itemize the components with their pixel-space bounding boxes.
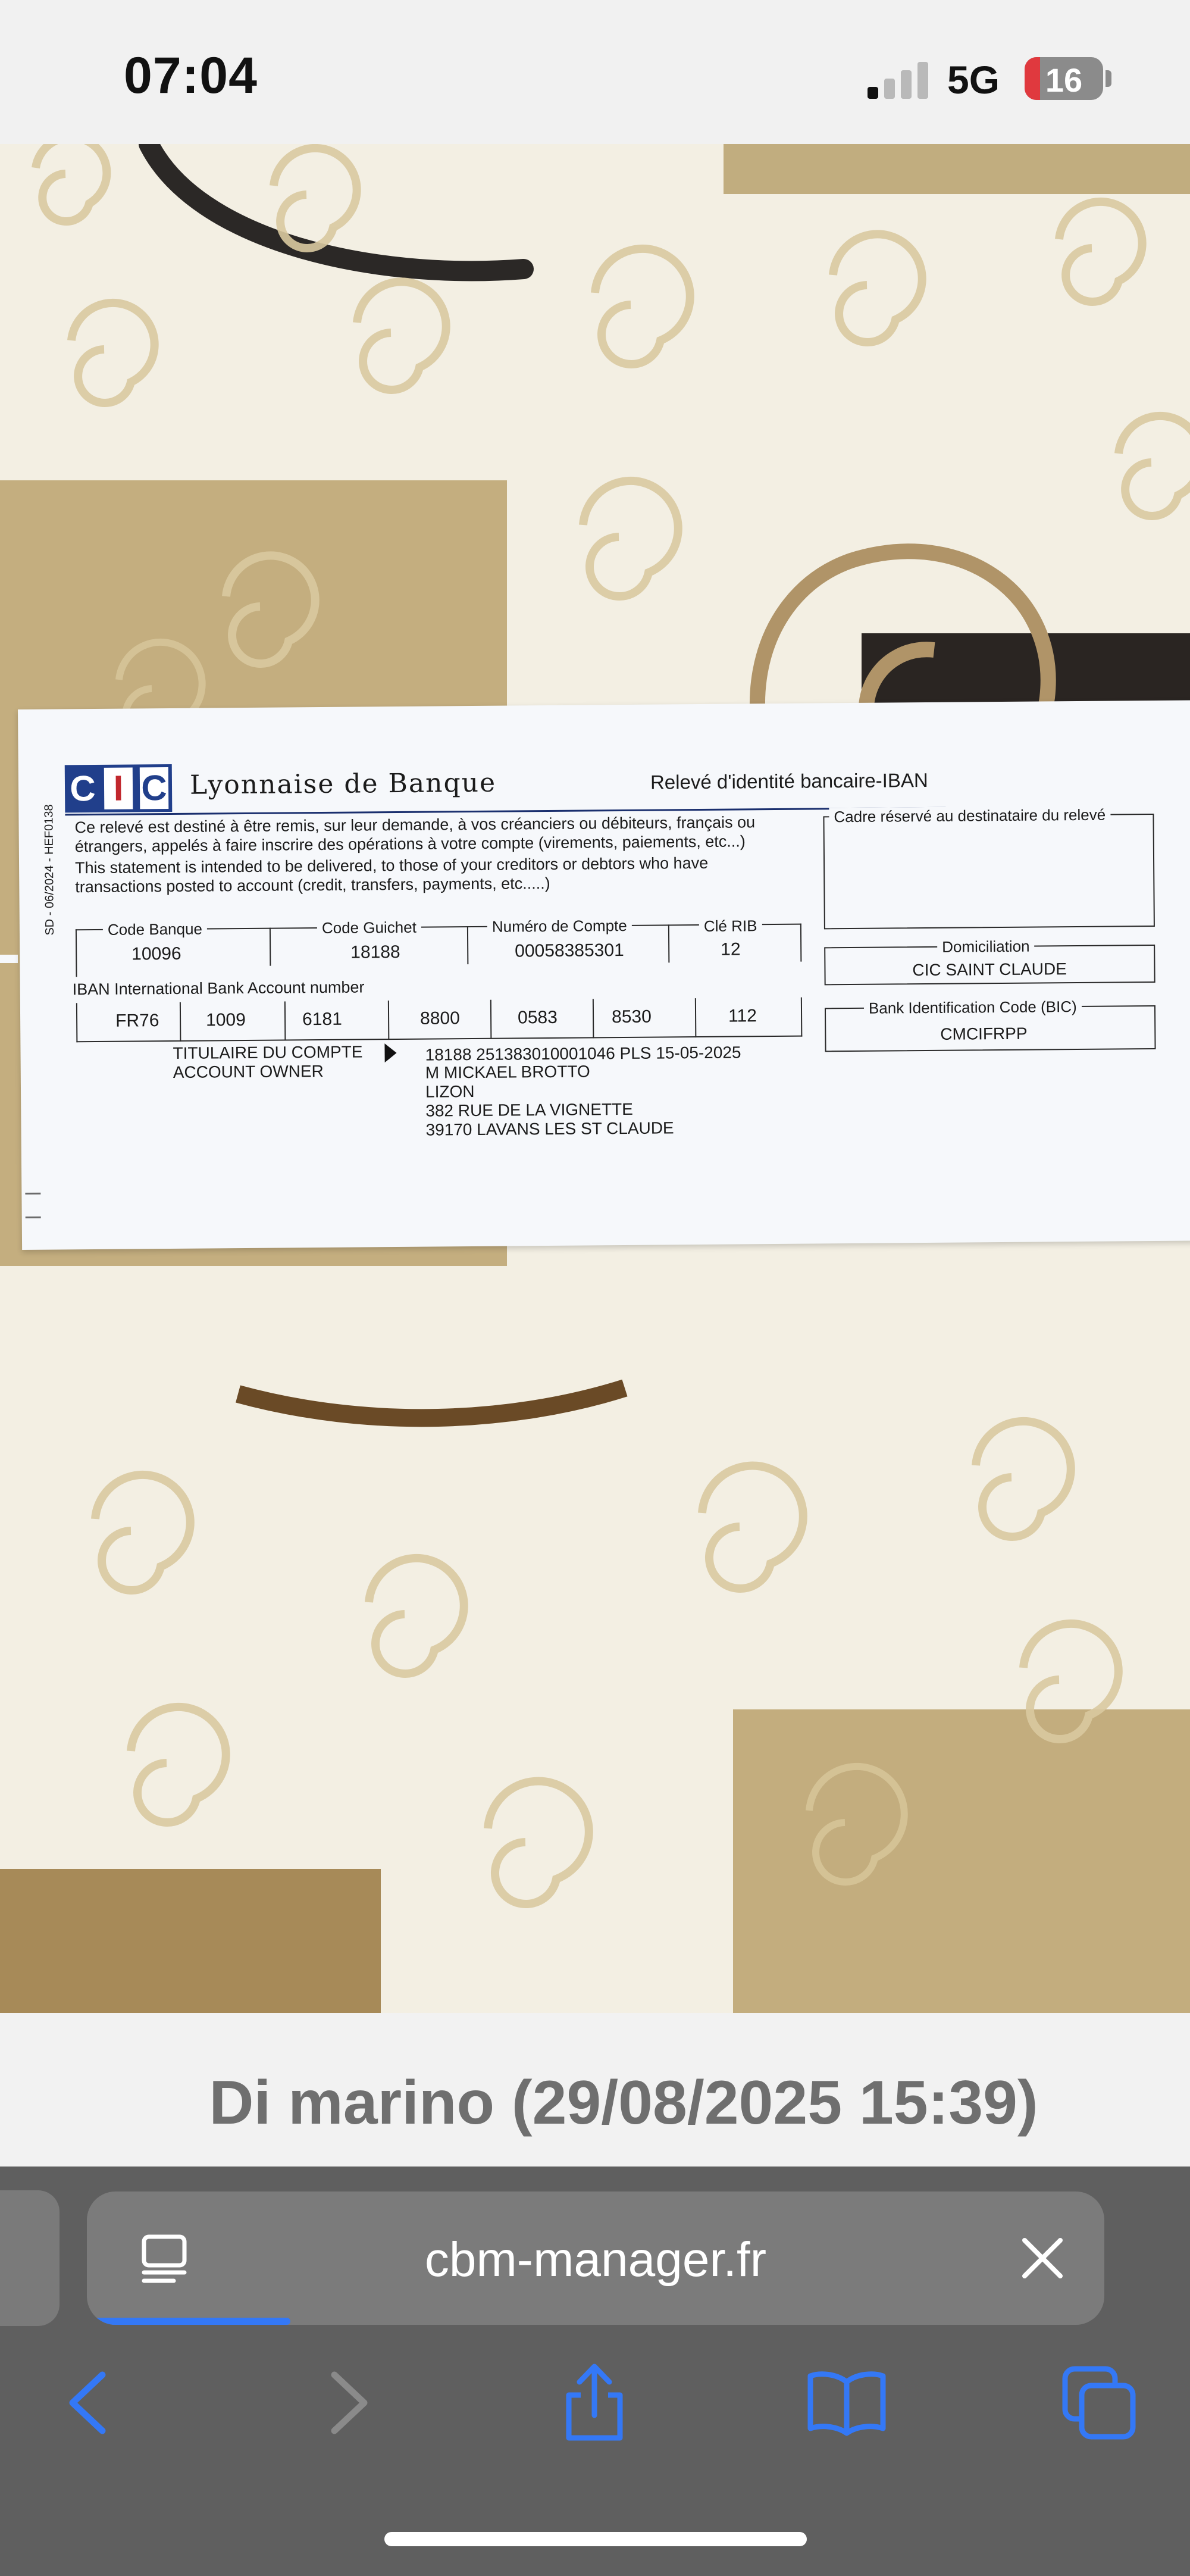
forward-icon xyxy=(300,2358,389,2447)
iban-group-1: FR76 xyxy=(115,1011,159,1031)
numero-compte-label: Numéro de Compte xyxy=(487,917,632,936)
owner-line-3: LIZON xyxy=(425,1081,475,1101)
iban-group-6: 8530 xyxy=(611,1006,652,1027)
side-reference: SD - 06/2024 - HEF0138 xyxy=(42,804,57,936)
code-banque-label: Code Banque xyxy=(103,920,207,939)
intro-fr-line-1: Ce relevé est destiné à être remis, sur leur demande, à vos créanciers ou débiteurs, français ou xyxy=(74,813,756,837)
cic-logo: C I C xyxy=(65,764,173,812)
document-title: Relevé d'identité bancaire-IBAN xyxy=(650,768,928,793)
owner-line-5: 39170 LAVANS LES ST CLAUDE xyxy=(425,1118,674,1139)
iban-group-4: 8800 xyxy=(419,1008,460,1028)
paper-fragment xyxy=(0,955,18,963)
url-text[interactable]: cbm-manager.fr xyxy=(424,2233,767,2287)
code-guichet-value: 18188 xyxy=(350,942,400,962)
browser-toolbar xyxy=(0,2167,1190,2576)
header-rule xyxy=(65,807,945,816)
domiciliation-value: CIC SAINT CLAUDE xyxy=(912,959,1067,980)
owner-label-fr: TITULAIRE DU COMPTE xyxy=(173,1042,363,1062)
cle-rib-label: Clé RIB xyxy=(699,917,762,936)
intro-en-line-2: transactions posted to account (credit, transfers, payments, etc.....) xyxy=(75,874,550,896)
home-indicator[interactable] xyxy=(384,2532,807,2546)
reserved-box xyxy=(823,814,1154,929)
tabs-icon xyxy=(1054,2358,1144,2447)
bookmarks-icon xyxy=(802,2358,891,2447)
cellular-signal-icon xyxy=(868,61,931,99)
iban-label: IBAN International Bank Account number xyxy=(72,978,365,999)
reserved-label: Cadre réservé au destinataire du relevé xyxy=(829,806,1110,827)
image-caption: Di marino (29/08/2025 15:39) xyxy=(209,2068,1038,2137)
owner-arrow-icon xyxy=(384,1043,396,1062)
bookmarks-button[interactable] xyxy=(802,2358,891,2447)
share-button[interactable] xyxy=(550,2358,639,2447)
owner-line-1: 18188 251383010001046 PLS 15-05-2025 xyxy=(425,1043,741,1064)
caption-bar xyxy=(0,2013,1190,2167)
intro-en-line-1: This statement is intended to be delivered, to those of your creditors or debtors who have xyxy=(74,854,709,877)
rib-document xyxy=(18,700,1190,1250)
forward-button[interactable] xyxy=(300,2358,389,2447)
owner-label-en: ACCOUNT OWNER xyxy=(173,1061,324,1081)
cle-rib-value: 12 xyxy=(721,939,741,959)
battery-level: 16 xyxy=(1045,61,1083,99)
share-icon xyxy=(550,2358,639,2447)
status-time: 07:04 xyxy=(124,47,258,104)
tabs-button[interactable] xyxy=(1054,2358,1144,2447)
bic-label: Bank Identification Code (BIC) xyxy=(864,998,1082,1018)
page-load-progress xyxy=(87,2318,290,2325)
owner-line-4: 382 RUE DE LA VIGNETTE xyxy=(425,1099,634,1120)
battery-nub xyxy=(1106,70,1111,87)
previous-tab-preview[interactable] xyxy=(0,2190,60,2326)
close-icon[interactable] xyxy=(1015,2231,1070,2286)
bank-name: Lyonnaise de Banque xyxy=(189,767,497,801)
iban-group-3: 6181 xyxy=(302,1009,342,1030)
iban-group-5: 0583 xyxy=(517,1007,558,1028)
network-type: 5G xyxy=(947,58,1000,102)
address-bar[interactable] xyxy=(87,2192,1104,2325)
numero-compte-value: 00058385301 xyxy=(515,940,624,961)
owner-line-2: M MICKAEL BROTTO xyxy=(425,1062,590,1082)
domiciliation-label: Domiciliation xyxy=(937,937,1035,956)
back-button[interactable] xyxy=(48,2358,137,2447)
code-guichet-label: Code Guichet xyxy=(317,918,421,937)
iban-group-7: 112 xyxy=(728,1006,757,1026)
intro-fr-line-2: étrangers, appelés à faire inscrire des opérations à votre compte (virements, paiements, etc...) xyxy=(74,832,746,856)
battery-icon xyxy=(1025,57,1103,100)
back-icon xyxy=(48,2358,137,2447)
status-bar xyxy=(0,0,1190,144)
iban-group-2: 1009 xyxy=(205,1010,246,1030)
code-banque-value: 10096 xyxy=(131,943,181,964)
bic-value: CMCIFRPP xyxy=(940,1024,1028,1043)
